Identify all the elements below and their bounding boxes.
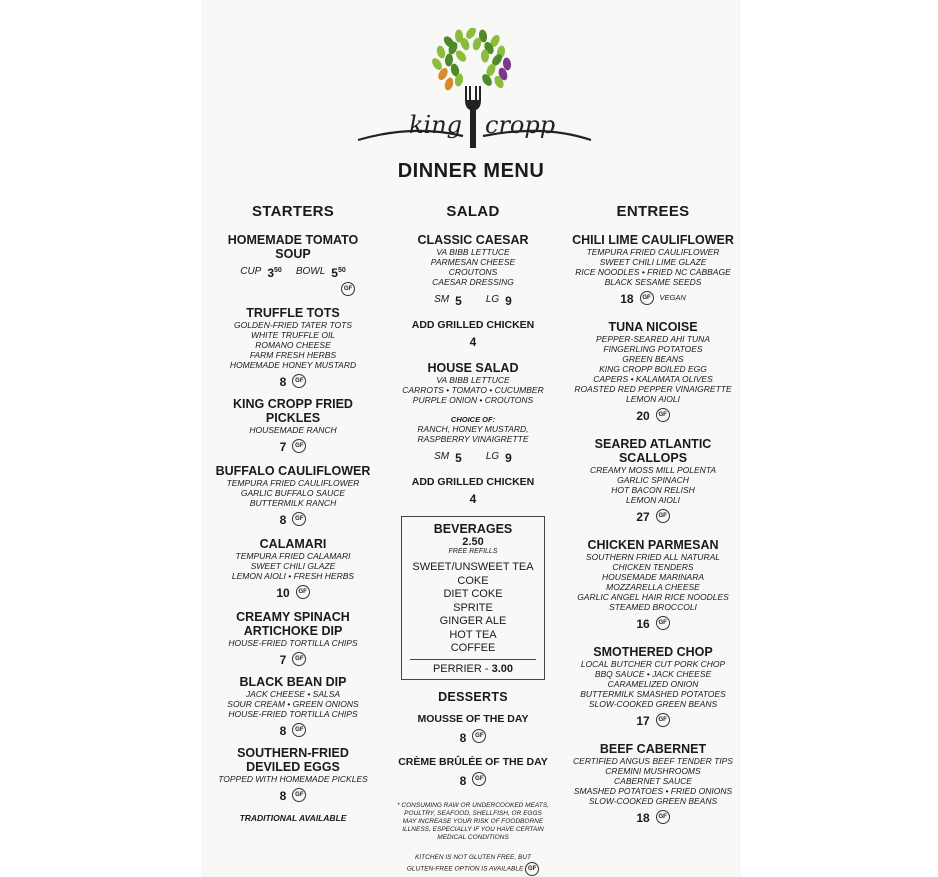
menu-item bbox=[213, 746, 373, 803]
menu-item bbox=[393, 712, 553, 745]
item-desc: TEMPURA FRIED CAULIFLOWER GARLIC BUFFALO SAUCE BUTTERMILK RANCH bbox=[226, 478, 360, 508]
consumer-advisory: * CONSUMING RAW OR UNDERCOOKED MEATS, POULTRY, SEAFOOD, SHELLFISH, OR EGGS MAY INCREASE YOUR RISK OF FOODBORNE ILLNESS, ESPECIALLY IF YOU HAVE CERTAIN MEDICAL CONDITIONS bbox=[397, 801, 549, 841]
item-desc: HOUSE-FRIED TORTILLA CHIPS bbox=[228, 638, 358, 648]
item-price: 10 bbox=[276, 586, 290, 600]
item-desc: PEPPER-SEARED AHI TUNA FINGERLING POTATOES GREEN BEANS KING CROPP BOILED EGG CAPERS • KALAMATA OLIVES ROASTED RED PEPPER VINAIGRETTE LEMON AIOLI bbox=[574, 334, 732, 404]
item-price: 8 bbox=[459, 773, 467, 788]
tree-fork-logo-icon bbox=[353, 28, 593, 153]
item-price: 18 bbox=[636, 811, 650, 825]
menu-item bbox=[213, 675, 373, 738]
item-desc: CERTIFIED ANGUS BEEF TENDER TIPS CREMINI MUSHROOMS CABERNET SAUCE SMASHED POTATOES • FRIED ONIONS SLOW-COOKED GREEN BEANS bbox=[573, 756, 733, 806]
menu-item bbox=[561, 645, 745, 728]
gluten-free-icon: GF bbox=[656, 713, 670, 727]
item-name: KING CROPP FRIED PICKLES bbox=[233, 397, 353, 425]
item-price: 8 bbox=[459, 730, 467, 745]
beverage-item: SPRITE bbox=[453, 601, 493, 614]
item-name: CREAMY SPINACH ARTICHOKE DIP bbox=[236, 610, 350, 638]
item-name: TRUFFLE TOTS bbox=[246, 306, 340, 320]
leaf-icon bbox=[435, 45, 446, 60]
gluten-free-icon: GF bbox=[656, 616, 670, 630]
starters-column bbox=[213, 203, 373, 823]
gluten-free-icon: GF bbox=[472, 729, 486, 743]
menu-item bbox=[393, 755, 553, 788]
item-price: 27 bbox=[636, 510, 650, 524]
menu-item bbox=[213, 306, 373, 389]
entrees-column bbox=[561, 203, 745, 833]
menu-card bbox=[203, 0, 739, 877]
beverages-box: BEVERAGES 2.50 FREE REFILLS SWEET/UNSWEET TEA COKE DIET COKE SPRITE GINGER ALE HOT TEA COFFEE PERRIER - 3.00 bbox=[401, 516, 545, 680]
add-chicken-2: ADD GRILLED CHICKEN 4 bbox=[411, 476, 535, 506]
item-price: 8 bbox=[279, 724, 287, 738]
menu-item bbox=[213, 610, 373, 667]
item-price: 17 bbox=[636, 714, 650, 728]
item-name: CRÈME BRÛLÉE OF THE DAY bbox=[398, 755, 548, 768]
item-name: CLASSIC CAESAR bbox=[417, 233, 529, 247]
menu-item bbox=[213, 537, 373, 600]
item-price: 7 bbox=[279, 653, 287, 667]
item-desc: TEMPURA FRIED CAULIFLOWER SWEET CHILI LIME GLAZE RICE NOODLES • FRIED NC CABBAGE BLACK SESAME SEEDS bbox=[575, 247, 731, 287]
gluten-free-icon: GF bbox=[292, 374, 306, 388]
king-cropp-logo bbox=[353, 28, 593, 153]
menu-item bbox=[561, 233, 745, 306]
gluten-free-icon: GF bbox=[640, 291, 654, 305]
item-desc: LOCAL BUTCHER CUT PORK CHOP BBQ SAUCE • JACK CHEESE CARAMELIZED ONION BUTTERMILK SMASHED POTATOES SLOW-COOKED GREEN BEANS bbox=[580, 659, 726, 709]
item-desc: GOLDEN-FRIED TATER TOTS WHITE TRUFFLE OIL ROMANO CHEESE FARM FRESH HERBS HOMEMADE HONEY MUSTARD bbox=[229, 320, 357, 370]
item-name: MOUSSE OF THE DAY bbox=[417, 712, 529, 725]
desserts-heading: DESSERTS bbox=[438, 689, 508, 704]
item-price: 7 bbox=[279, 440, 287, 454]
beverage-item: SWEET/UNSWEET TEA bbox=[412, 561, 534, 573]
gluten-free-icon: GF bbox=[656, 408, 670, 422]
item-name: SEARED ATLANTIC SCALLOPS bbox=[594, 437, 712, 465]
gluten-free-icon: GF bbox=[292, 439, 306, 453]
beverage-item: DIET COKE bbox=[443, 588, 503, 600]
beverage-item: HOT TEA bbox=[449, 628, 497, 641]
salad-column bbox=[393, 203, 553, 876]
menu-item-house-salad: HOUSE SALAD VA BIBB LETTUCE CARROTS • TOMATO • CUCUMBER PURPLE ONION • CROUTONS CHOICE OF: RANCH, HONEY MUSTARD, RASPBERRY VINAIGRETTE SM 5 LG 9 bbox=[402, 361, 544, 465]
gluten-free-icon: GF bbox=[341, 282, 355, 296]
menu-item bbox=[213, 464, 373, 527]
item-name: HOMEMADE TOMATO SOUP bbox=[227, 233, 359, 261]
menu-item bbox=[213, 397, 373, 454]
gluten-free-icon: GF bbox=[292, 512, 306, 526]
item-desc: TEMPURA FRIED CALAMARI SWEET CHILI GLAZE LEMON AIOLI • FRESH HERBS bbox=[231, 551, 355, 581]
item-desc: VA BIBB LETTUCE PARMESAN CHEESE CROUTONS CAESAR DRESSING bbox=[430, 247, 516, 287]
item-price: 16 bbox=[636, 617, 650, 631]
item-price: 8 bbox=[279, 375, 287, 389]
gluten-free-icon: GF bbox=[292, 788, 306, 802]
gluten-free-icon: GF bbox=[472, 772, 486, 786]
add-chicken-1: ADD GRILLED CHICKEN 4 bbox=[411, 319, 535, 349]
item-name: CHILI LIME CAULIFLOWER bbox=[572, 233, 734, 247]
menu-item bbox=[561, 742, 745, 825]
gluten-note: KITCHEN IS NOT GLUTEN FREE, BUT GLUTEN-FREE OPTION IS AVAILABLE GF bbox=[393, 854, 553, 876]
leaf-icon bbox=[443, 77, 454, 92]
page-title: DINNER MENU bbox=[397, 160, 545, 182]
item-desc: JACK CHEESE • SALSA SOUR CREAM • GREEN ONIONS HOUSE-FRIED TORTILLA CHIPS bbox=[227, 689, 359, 719]
entrees-heading: ENTREES bbox=[616, 203, 690, 220]
menu-item bbox=[561, 437, 745, 524]
gluten-free-icon: GF bbox=[292, 652, 306, 666]
item-price: 20 bbox=[636, 409, 650, 423]
item-name: BLACK BEAN DIP bbox=[239, 675, 347, 689]
item-price: 18 bbox=[620, 292, 634, 306]
item-name: CALAMARI bbox=[259, 537, 327, 551]
menu-item bbox=[561, 538, 745, 631]
svg-text:cropp: cropp bbox=[485, 111, 556, 139]
item-name: BEEF CABERNET bbox=[599, 742, 707, 756]
menu-item-caesar: CLASSIC CAESAR VA BIBB LETTUCE PARMESAN CHEESE CROUTONS CAESAR DRESSING SM 5 LG 9 bbox=[393, 233, 553, 308]
traditional-note: TRADITIONAL AVAILABLE bbox=[239, 813, 347, 823]
gluten-free-icon: GF bbox=[656, 810, 670, 824]
beverage-item: GINGER ALE bbox=[439, 615, 507, 627]
item-price: 8 bbox=[279, 789, 287, 803]
gluten-free-icon: GF bbox=[525, 862, 539, 876]
item-desc: CREAMY MOSS MILL POLENTA GARLIC SPINACH HOT BACON RELISH LEMON AIOLI bbox=[589, 465, 717, 505]
gluten-free-icon: GF bbox=[656, 509, 670, 523]
item-name: SMOTHERED CHOP bbox=[593, 645, 713, 659]
item-name: CHICKEN PARMESAN bbox=[587, 538, 719, 552]
starters-heading: STARTERS bbox=[251, 203, 335, 220]
vegan-label: VEGAN bbox=[659, 293, 686, 302]
salad-heading: SALAD bbox=[446, 203, 500, 220]
item-name: TUNA NICOISE bbox=[608, 320, 698, 334]
beverage-item: COFFEE bbox=[450, 642, 496, 654]
item-name: BUFFALO CAULIFLOWER bbox=[215, 464, 371, 478]
item-name: SOUTHERN-FRIED DEVILED EGGS bbox=[237, 746, 349, 774]
item-price: 8 bbox=[279, 513, 287, 527]
svg-text:king: king bbox=[409, 111, 463, 139]
menu-item-soup: HOMEMADE TOMATO SOUP CUP $3^{50}$ BOWL $5^{50}$ GF bbox=[213, 233, 373, 298]
menu-item bbox=[561, 320, 745, 423]
item-desc: TOPPED WITH HOMEMADE PICKLES bbox=[218, 774, 368, 784]
beverage-item: COKE bbox=[457, 574, 489, 587]
item-desc: HOUSEMADE RANCH bbox=[249, 425, 337, 435]
gluten-free-icon: GF bbox=[296, 585, 310, 599]
item-desc: SOUTHERN FRIED ALL NATURAL CHICKEN TENDERS HOUSEMADE MARINARA MOZZARELLA CHEESE GARLIC ANGEL HAIR RICE NOODLES STEAMED BROCCOLI bbox=[577, 552, 729, 612]
gluten-free-icon: GF bbox=[292, 723, 306, 737]
